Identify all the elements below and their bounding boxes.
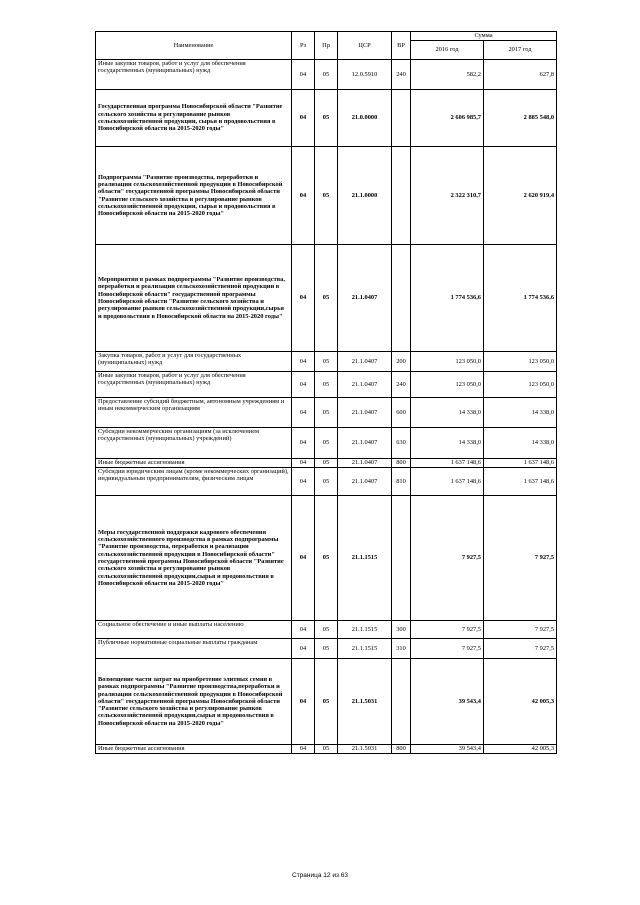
table-row bbox=[96, 745, 557, 754]
row-rz: 04 bbox=[292, 90, 315, 147]
row-sum-2016: 39 543,4 bbox=[411, 659, 484, 745]
table-row bbox=[96, 372, 557, 398]
table-row bbox=[96, 352, 557, 372]
row-csr: 21.0.0000 bbox=[338, 90, 392, 147]
row-sum-2016: 39 543,4 bbox=[411, 745, 484, 754]
row-rz: 04 bbox=[292, 352, 315, 372]
table-row bbox=[96, 245, 557, 352]
row-rz: 04 bbox=[292, 398, 315, 428]
table-row bbox=[96, 90, 557, 147]
row-rz: 04 bbox=[292, 147, 315, 245]
row-pr: 05 bbox=[315, 659, 338, 745]
table-body bbox=[96, 60, 557, 754]
row-csr: 21.1.5031 bbox=[338, 745, 392, 754]
row-rz: 04 bbox=[292, 659, 315, 745]
table-row bbox=[96, 60, 557, 90]
row-name: Меры государственной поддержки кадрового обеспечения сельскохозяйственного производства в рамках подпрограммы "Развитие производства, переработки и реализации сельскохозяйственной продукции в Новосибирской области" государственной программы Новосибирской области "Развитие сельского хозяйства и регулирование рынков сельскохозяйственной продукции,сырья и продовольствия в Новосибирской области на 2015-2020 годы" bbox=[96, 496, 292, 621]
row-name: Публичные нормативные социальные выплаты гражданам bbox=[96, 639, 292, 659]
row-sum-2017: 1 637 148,6 bbox=[484, 459, 557, 468]
row-sum-2017: 1 637 148,6 bbox=[484, 468, 557, 496]
header-rz: Рз bbox=[292, 32, 315, 60]
header-year-2017: 2017 год bbox=[484, 41, 557, 60]
row-csr: 21.1.0407 bbox=[338, 372, 392, 398]
table-row bbox=[96, 428, 557, 459]
row-csr: 21.1.0407 bbox=[338, 245, 392, 352]
header-pr: Пр bbox=[315, 32, 338, 60]
row-pr: 05 bbox=[315, 459, 338, 468]
row-vr bbox=[392, 90, 411, 147]
row-sum-2017: 14 338,0 bbox=[484, 398, 557, 428]
row-sum-2016: 7 927,5 bbox=[411, 496, 484, 621]
row-sum-2016: 7 927,5 bbox=[411, 621, 484, 639]
page-footer: Страница 12 из 63 bbox=[292, 872, 348, 879]
row-name: Иные закупки товаров, работ и услуг для обеспечения государственных (муниципальных) нужд bbox=[96, 372, 292, 398]
row-vr: 800 bbox=[392, 745, 411, 754]
row-pr: 05 bbox=[315, 428, 338, 459]
row-pr: 05 bbox=[315, 245, 338, 352]
row-vr: 800 bbox=[392, 459, 411, 468]
row-sum-2016: 14 338,0 bbox=[411, 398, 484, 428]
budget-table bbox=[95, 31, 557, 754]
row-vr: 300 bbox=[392, 621, 411, 639]
row-name: Мероприятия в рамках подпрограммы "Развитие производства, переработки и реализации сельскохозяйственной продукции в Новосибирской области" государственной программы Новосибирской области "Развитие сельского хозяйства и регулирование рынков сельскохозяйственной продукции,сырья и продовольствия в Новосибирской области на 2015-2020 годы" bbox=[96, 245, 292, 352]
row-pr: 05 bbox=[315, 372, 338, 398]
table-row bbox=[96, 659, 557, 745]
row-sum-2016: 2 606 985,7 bbox=[411, 90, 484, 147]
row-sum-2017: 42 005,3 bbox=[484, 745, 557, 754]
row-sum-2016: 123 050,0 bbox=[411, 372, 484, 398]
table-row bbox=[96, 621, 557, 639]
row-csr: 21.1.0407 bbox=[338, 459, 392, 468]
row-pr: 05 bbox=[315, 90, 338, 147]
row-name: Субсидии некоммерческим организациям (за исключением государственных (муниципальных) учреждений) bbox=[96, 428, 292, 459]
row-sum-2017: 627,8 bbox=[484, 60, 557, 90]
row-csr: 21.1.0407 bbox=[338, 352, 392, 372]
row-vr bbox=[392, 147, 411, 245]
row-sum-2017: 14 338,0 bbox=[484, 428, 557, 459]
row-sum-2016: 7 927,5 bbox=[411, 639, 484, 659]
header-sum: Сумма bbox=[411, 32, 557, 41]
row-vr bbox=[392, 245, 411, 352]
row-name: Государственная программа Новосибирской области "Развитие сельского хозяйства и регулирование рынков сельскохозяйственной продукции, сырья и продовольствия в Новосибирской области на 2015-2020 годы" bbox=[96, 90, 292, 147]
row-vr: 600 bbox=[392, 398, 411, 428]
row-pr: 05 bbox=[315, 621, 338, 639]
row-rz: 04 bbox=[292, 621, 315, 639]
row-pr: 05 bbox=[315, 496, 338, 621]
row-sum-2016: 2 322 310,7 bbox=[411, 147, 484, 245]
row-pr: 05 bbox=[315, 468, 338, 496]
row-sum-2016: 1 637 148,6 bbox=[411, 459, 484, 468]
row-sum-2017: 2 885 548,0 bbox=[484, 90, 557, 147]
row-csr: 21.1.0407 bbox=[338, 398, 392, 428]
table-header bbox=[96, 32, 557, 60]
row-rz: 04 bbox=[292, 496, 315, 621]
row-csr: 21.1.0407 bbox=[338, 428, 392, 459]
row-pr: 05 bbox=[315, 639, 338, 659]
table-row bbox=[96, 468, 557, 496]
row-pr: 05 bbox=[315, 745, 338, 754]
table-row bbox=[96, 147, 557, 245]
row-csr: 21.1.0407 bbox=[338, 468, 392, 496]
header-vr: ВР bbox=[392, 32, 411, 60]
row-name: Субсидии юридическим лицам (кроме некоммерческих организаций), индивидуальным предпринимателям, физическим лицам bbox=[96, 468, 292, 496]
row-vr: 810 bbox=[392, 468, 411, 496]
row-pr: 05 bbox=[315, 398, 338, 428]
row-rz: 04 bbox=[292, 428, 315, 459]
row-sum-2017: 123 050,0 bbox=[484, 352, 557, 372]
row-rz: 04 bbox=[292, 459, 315, 468]
row-csr: 21.1.5031 bbox=[338, 659, 392, 745]
row-csr: 21.1.0000 bbox=[338, 147, 392, 245]
row-sum-2017: 7 927,5 bbox=[484, 621, 557, 639]
row-vr bbox=[392, 659, 411, 745]
row-rz: 04 bbox=[292, 468, 315, 496]
row-vr: 240 bbox=[392, 60, 411, 90]
row-rz: 04 bbox=[292, 372, 315, 398]
row-name: Предоставление субсидий бюджетным, автономным учреждениям и иным некоммерческим организациям bbox=[96, 398, 292, 428]
table-row bbox=[96, 398, 557, 428]
row-vr: 630 bbox=[392, 428, 411, 459]
row-pr: 05 bbox=[315, 352, 338, 372]
row-name: Подпрограмма "Развитие производства, переработки и реализации сельскохозяйственной продукции в Новосибирской области" государственной программы Новосибирской области "Развитие сельского хозяйства и регулирование рынков сельскохозяйственной продукции, сырья и продовольствия в Новосибирской области на 2015-2020 годы" bbox=[96, 147, 292, 245]
row-rz: 04 bbox=[292, 60, 315, 90]
row-vr bbox=[392, 496, 411, 621]
row-name: Иные бюджетные ассигнования bbox=[96, 459, 292, 468]
row-rz: 04 bbox=[292, 639, 315, 659]
header-year-2016: 2016 год bbox=[411, 41, 484, 60]
header-csr: ЦСР bbox=[338, 32, 392, 60]
row-csr: 12.0.5910 bbox=[338, 60, 392, 90]
row-name: Закупка товаров, работ и услуг для государственных (муниципальных) нужд bbox=[96, 352, 292, 372]
row-pr: 05 bbox=[315, 60, 338, 90]
row-sum-2016: 1 774 536,6 bbox=[411, 245, 484, 352]
row-csr: 21.1.1515 bbox=[338, 639, 392, 659]
row-csr: 21.1.1515 bbox=[338, 496, 392, 621]
row-name: Социальное обеспечение и иные выплаты населению bbox=[96, 621, 292, 639]
row-name: Иные бюджетные ассигнования bbox=[96, 745, 292, 754]
table-row bbox=[96, 459, 557, 468]
row-sum-2017: 123 050,0 bbox=[484, 372, 557, 398]
table-row bbox=[96, 496, 557, 621]
row-pr: 05 bbox=[315, 147, 338, 245]
row-sum-2016: 1 637 148,6 bbox=[411, 468, 484, 496]
row-name: Иные закупки товаров, работ и услуг для обеспечения государственных (муниципальных) нужд bbox=[96, 60, 292, 90]
row-vr: 240 bbox=[392, 372, 411, 398]
row-rz: 04 bbox=[292, 745, 315, 754]
row-vr: 310 bbox=[392, 639, 411, 659]
row-csr: 21.1.1515 bbox=[338, 621, 392, 639]
row-vr: 200 bbox=[392, 352, 411, 372]
row-name: Возмещение части затрат на приобретение элитных семян в рамках подпрограммы "Развитие производства,переработки и реализации сельскохозяйственной продукции в Новосибирской области" государственной программы Новосибирской области "Развитие сельского хозяйства и регулирование рынков сельскохозяйственной продукции,сырья и продовольствия в Новосибирской области на 2015-2020 годы" bbox=[96, 659, 292, 745]
row-sum-2017: 1 774 536,6 bbox=[484, 245, 557, 352]
row-sum-2017: 7 927,5 bbox=[484, 496, 557, 621]
row-sum-2016: 582,2 bbox=[411, 60, 484, 90]
row-sum-2016: 123 050,0 bbox=[411, 352, 484, 372]
row-rz: 04 bbox=[292, 245, 315, 352]
row-sum-2017: 2 620 919,4 bbox=[484, 147, 557, 245]
row-sum-2017: 42 005,3 bbox=[484, 659, 557, 745]
row-sum-2017: 7 927,5 bbox=[484, 639, 557, 659]
header-name: Наименование bbox=[96, 32, 292, 60]
row-sum-2016: 14 338,0 bbox=[411, 428, 484, 459]
table-row bbox=[96, 639, 557, 659]
